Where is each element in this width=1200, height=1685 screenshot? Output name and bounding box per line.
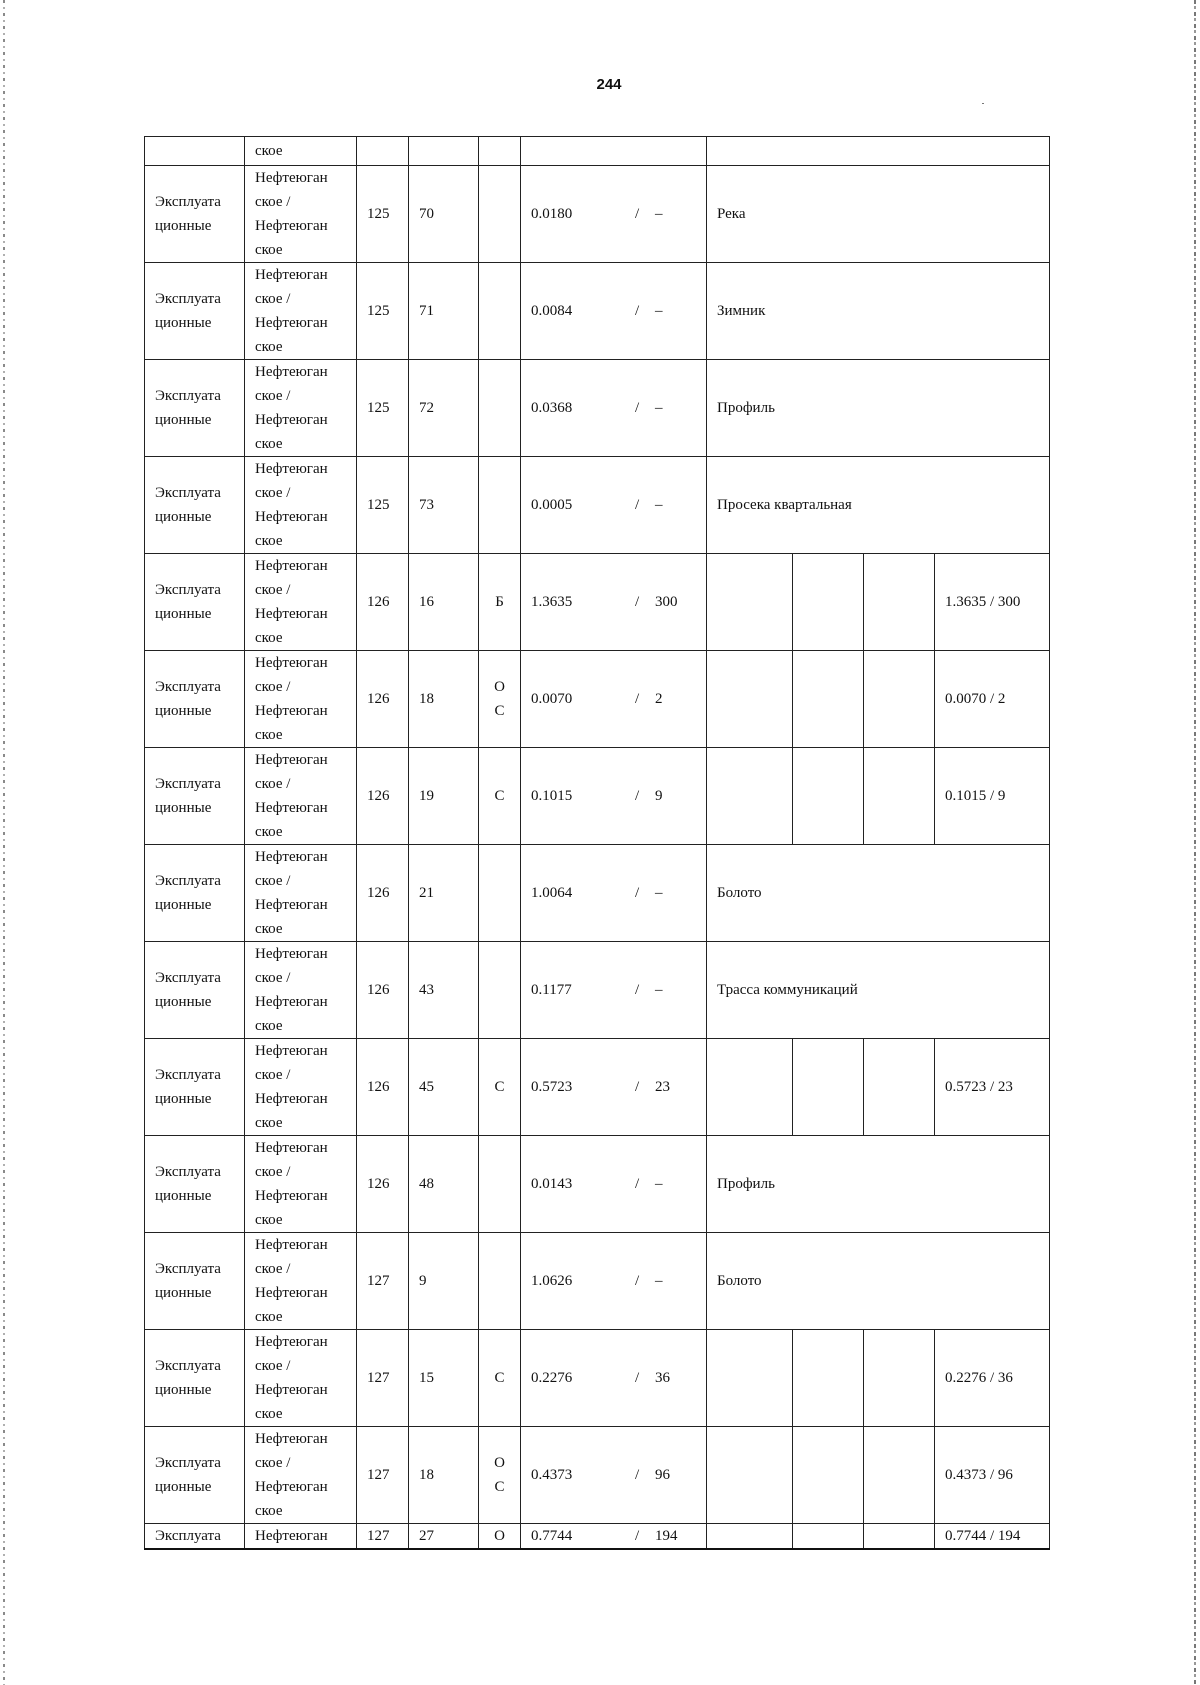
category-line-2: ционные: [155, 800, 212, 816]
region-line-1: Нефтеюган: [255, 1237, 328, 1253]
cell-empty-1: [707, 1427, 793, 1524]
region-line-2: ское /: [255, 1358, 291, 1374]
cell-area: [521, 263, 707, 360]
region-line-4: ское: [255, 1115, 283, 1131]
cell-region: [245, 942, 357, 1039]
cell-class: [479, 748, 521, 845]
region-text: ское: [255, 143, 283, 159]
cell-region: [245, 360, 357, 457]
region-line-3: Нефтеюган: [255, 703, 328, 719]
cell-area: [521, 1330, 707, 1427]
table-row: [145, 845, 1050, 942]
area-separator: /: [635, 1369, 640, 1386]
cell-class: [479, 1330, 521, 1427]
cell-quarter: 127: [357, 1524, 409, 1550]
cell-class: [479, 1427, 521, 1524]
region-line-2: ское /: [255, 1067, 291, 1083]
cell-empty-2: [793, 1039, 864, 1136]
region-line-1: Нефтеюган: [255, 267, 328, 283]
cell-empty-1: [707, 651, 793, 748]
stock-value: –: [655, 302, 663, 319]
cell-category: Эксплуата: [145, 1524, 245, 1550]
table-row: [145, 942, 1050, 1039]
region-line-2: ское /: [255, 291, 291, 307]
table-row: [145, 166, 1050, 263]
table-row: [145, 554, 1050, 651]
cell-plot: [409, 137, 479, 166]
category-line-1: Эксплуата: [155, 291, 221, 307]
region-line-2: ское /: [255, 970, 291, 986]
cell-class: [479, 651, 521, 748]
class-line-1: Б: [495, 594, 504, 610]
cell-total: 1.3635 / 300: [935, 554, 1050, 651]
category-line-1: Эксплуата: [155, 873, 221, 889]
cell-total: 0.1015 / 9: [935, 748, 1050, 845]
area-separator: /: [635, 593, 640, 610]
region-line-3: Нефтеюган: [255, 1188, 328, 1204]
cell-area: [521, 748, 707, 845]
cell-empty-2: [793, 554, 864, 651]
class-line-2: С: [494, 1479, 505, 1495]
stock-value: 23: [655, 1078, 670, 1095]
stock-value: –: [655, 981, 663, 998]
cell-area: [521, 1427, 707, 1524]
region-line-3: Нефтеюган: [255, 994, 328, 1010]
category-line-2: ционные: [155, 315, 212, 331]
cell-quarter: 127: [357, 1330, 409, 1427]
class-line-1: О: [494, 1455, 505, 1471]
region-line-3: Нефтеюган: [255, 1285, 328, 1301]
region-line-2: ское /: [255, 1261, 291, 1277]
region-line-1: Нефтеюган: [255, 558, 328, 574]
cell-area: [521, 1524, 707, 1550]
region-line-1: Нефтеюган: [255, 1140, 328, 1156]
area-separator: /: [635, 690, 640, 707]
cell-description: Болото: [707, 1233, 1050, 1330]
cell-category: [145, 845, 245, 942]
cell-region: [245, 1233, 357, 1330]
table-row: [145, 263, 1050, 360]
stock-value: –: [655, 399, 663, 416]
cell-category: [145, 1136, 245, 1233]
area-value: 0.0070: [531, 690, 573, 707]
table-row: [145, 1233, 1050, 1330]
cell-empty-2: [793, 1330, 864, 1427]
cell-plot: 27: [409, 1524, 479, 1550]
area-separator: /: [635, 1527, 640, 1544]
cell-plot: 21: [409, 845, 479, 942]
area-separator: /: [635, 1466, 640, 1483]
region-line-4: ское: [255, 824, 283, 840]
cell-area: [521, 457, 707, 554]
cell-area: [521, 137, 707, 166]
cell-quarter: 126: [357, 845, 409, 942]
stock-value: 2: [655, 690, 663, 707]
region-line-2: ское /: [255, 485, 291, 501]
cell-plot: 72: [409, 360, 479, 457]
cell-plot: 18: [409, 1427, 479, 1524]
cell-quarter: 126: [357, 1136, 409, 1233]
cell-empty-2: [793, 748, 864, 845]
cell-category: [145, 1039, 245, 1136]
category-line-1: Эксплуата: [155, 970, 221, 986]
category-line-1: Эксплуата: [155, 679, 221, 695]
region-line-2: ское /: [255, 873, 291, 889]
cell-category: [145, 457, 245, 554]
cell-plot: 15: [409, 1330, 479, 1427]
cell-empty-1: [707, 1330, 793, 1427]
cell-plot: 9: [409, 1233, 479, 1330]
cell-region: [245, 1330, 357, 1427]
cell-description: Профиль: [707, 1136, 1050, 1233]
category-line-2: ционные: [155, 1285, 212, 1301]
cell-class: [479, 360, 521, 457]
region-line-1: Нефтеюган: [255, 655, 328, 671]
stock-value: 9: [655, 787, 663, 804]
region-line-1: Нефтеюган: [255, 946, 328, 962]
region-line-4: ское: [255, 1406, 283, 1422]
stock-value: –: [655, 1175, 663, 1192]
region-line-1: Нефтеюган: [255, 752, 328, 768]
category-line-2: ционные: [155, 606, 212, 622]
cell-class: О: [479, 1524, 521, 1550]
cell-empty-1: [707, 1524, 793, 1550]
category-line-2: ционные: [155, 897, 212, 913]
region-line-1: Нефтеюган: [255, 170, 328, 186]
cell-category: [145, 166, 245, 263]
cell-plot: 71: [409, 263, 479, 360]
class-line-1: О: [494, 679, 505, 695]
cell-region: [245, 137, 357, 166]
region-line-4: ское: [255, 921, 283, 937]
cell-total: 0.4373 / 96: [935, 1427, 1050, 1524]
region-line-3: Нефтеюган: [255, 412, 328, 428]
table-row-top: [145, 137, 1050, 166]
area-value: 0.0143: [531, 1175, 573, 1192]
area-separator: /: [635, 399, 640, 416]
region-line-3: Нефтеюган: [255, 1382, 328, 1398]
cell-region: [245, 166, 357, 263]
cell-empty-2: [793, 1427, 864, 1524]
cell-empty-3: [864, 1524, 935, 1550]
cell-empty-2: [793, 651, 864, 748]
cell-plot: 16: [409, 554, 479, 651]
area-separator: /: [635, 1272, 640, 1289]
cell-region: [245, 651, 357, 748]
cell-plot: 19: [409, 748, 479, 845]
category-line-2: ционные: [155, 1091, 212, 1107]
region-line-2: ское /: [255, 388, 291, 404]
cell-plot: 48: [409, 1136, 479, 1233]
area-separator: /: [635, 1175, 640, 1192]
region-line-4: ское: [255, 1309, 283, 1325]
cell-empty-3: [864, 1427, 935, 1524]
region-line-1: Нефтеюган: [255, 461, 328, 477]
region-line-4: ское: [255, 630, 283, 646]
cell-total: 0.0070 / 2: [935, 651, 1050, 748]
region-line-4: ское: [255, 1503, 283, 1519]
cell-empty-3: [864, 748, 935, 845]
region-line-2: ское /: [255, 679, 291, 695]
cell-plot: 73: [409, 457, 479, 554]
document-table: [144, 136, 1050, 1550]
cell-category: [145, 263, 245, 360]
cell-region: [245, 457, 357, 554]
cell-area: [521, 651, 707, 748]
area-value: 0.0084: [531, 302, 573, 319]
cell-category: [145, 942, 245, 1039]
cell-total: 0.7744 / 194: [935, 1524, 1050, 1550]
scan-edge-right: [1194, 0, 1196, 1685]
cell-total: 0.5723 / 23: [935, 1039, 1050, 1136]
region-line-2: ское /: [255, 1164, 291, 1180]
region-line-3: Нефтеюган: [255, 606, 328, 622]
cell-area: [521, 166, 707, 263]
area-separator: /: [635, 1078, 640, 1095]
cell-category: [145, 1427, 245, 1524]
cell-description: Зимник: [707, 263, 1050, 360]
area-value: 0.0368: [531, 399, 573, 416]
area-separator: /: [635, 496, 640, 513]
region-line-3: Нефтеюган: [255, 897, 328, 913]
region-line-1: Нефтеюган: [255, 1431, 328, 1447]
cell-empty-1: [707, 748, 793, 845]
cell-region: [245, 1039, 357, 1136]
cell-class: [479, 942, 521, 1039]
cell-empty-3: [864, 651, 935, 748]
cell-description: Просека квартальная: [707, 457, 1050, 554]
cell-description: Болото: [707, 845, 1050, 942]
category-line-1: Эксплуата: [155, 1261, 221, 1277]
region-line-1: Нефтеюган: [255, 364, 328, 380]
cell-empty-1: [707, 1039, 793, 1136]
cell-region: [245, 554, 357, 651]
cell-area: [521, 845, 707, 942]
region-line-4: ское: [255, 339, 283, 355]
cell-description: Профиль: [707, 360, 1050, 457]
area-value: 0.0005: [531, 496, 573, 513]
category-line-2: ционные: [155, 1479, 212, 1495]
stock-value: –: [655, 205, 663, 222]
cell-empty-3: [864, 1039, 935, 1136]
cell-area: [521, 1039, 707, 1136]
category-line-2: ционные: [155, 994, 212, 1010]
table-row: [145, 360, 1050, 457]
stock-value: 300: [655, 593, 678, 610]
table-body: [145, 137, 1050, 1550]
table-row: [145, 1330, 1050, 1427]
region-line-2: ское /: [255, 194, 291, 210]
region-line-1: Нефтеюган: [255, 1043, 328, 1059]
cell-plot: 45: [409, 1039, 479, 1136]
stock-value: –: [655, 1272, 663, 1289]
cell-area: [521, 360, 707, 457]
cell-description: Река: [707, 166, 1050, 263]
category-line-1: Эксплуата: [155, 485, 221, 501]
category-line-2: ционные: [155, 1382, 212, 1398]
area-value: 0.5723: [531, 1078, 573, 1095]
area-value: 1.0064: [531, 884, 573, 901]
stock-value: 194: [655, 1527, 678, 1544]
cell-quarter: 125: [357, 457, 409, 554]
class-line-1: С: [494, 1370, 505, 1386]
cell-category: [145, 360, 245, 457]
cell-quarter: [357, 137, 409, 166]
cell-class: [479, 1039, 521, 1136]
cell-quarter: 126: [357, 1039, 409, 1136]
category-line-1: Эксплуата: [155, 194, 221, 210]
region-line-3: Нефтеюган: [255, 800, 328, 816]
cell-area: [521, 1136, 707, 1233]
table-row: [145, 1427, 1050, 1524]
category-line-1: Эксплуата: [155, 1455, 221, 1471]
scan-edge-left: [3, 0, 5, 1685]
class-line-1: С: [494, 1079, 505, 1095]
region-line-3: Нефтеюган: [255, 315, 328, 331]
region-line-1: Нефтеюган: [255, 849, 328, 865]
cell-category: [145, 1330, 245, 1427]
area-separator: /: [635, 205, 640, 222]
cell-plot: 70: [409, 166, 479, 263]
region-line-3: Нефтеюган: [255, 1479, 328, 1495]
region-line-3: Нефтеюган: [255, 509, 328, 525]
cell-quarter: 125: [357, 263, 409, 360]
cell-region: [245, 845, 357, 942]
category-line-1: Эксплуата: [155, 1164, 221, 1180]
cell-plot: 43: [409, 942, 479, 1039]
cell-plot: 18: [409, 651, 479, 748]
table-row: [145, 1039, 1050, 1136]
cell-class: [479, 1233, 521, 1330]
area-value: 0.1015: [531, 787, 573, 804]
cell-region: Нефтеюган: [245, 1524, 357, 1550]
category-line-1: Эксплуата: [155, 776, 221, 792]
cell-region: [245, 263, 357, 360]
cell-empty-3: [864, 1330, 935, 1427]
area-separator: /: [635, 787, 640, 804]
region-line-4: ское: [255, 727, 283, 743]
region-line-3: Нефтеюган: [255, 1091, 328, 1107]
cell-class: [479, 137, 521, 166]
stock-value: 36: [655, 1369, 670, 1386]
table-row: [145, 651, 1050, 748]
cell-class: [479, 457, 521, 554]
cell-empty-1: [707, 554, 793, 651]
category-line-2: ционные: [155, 218, 212, 234]
region-line-4: ское: [255, 436, 283, 452]
region-line-2: ское /: [255, 776, 291, 792]
cell-class: [479, 263, 521, 360]
area-value: 0.0180: [531, 205, 573, 222]
cell-empty-2: [793, 1524, 864, 1550]
category-line-1: Эксплуата: [155, 1358, 221, 1374]
table-row: [145, 1136, 1050, 1233]
area-value: 0.4373: [531, 1466, 573, 1483]
cell-empty-3: [864, 554, 935, 651]
area-value: 1.3635: [531, 593, 573, 610]
region-line-3: Нефтеюган: [255, 218, 328, 234]
cell-class: [479, 554, 521, 651]
scan-speck: [982, 103, 984, 104]
cell-class: [479, 1136, 521, 1233]
category-line-2: ционные: [155, 509, 212, 525]
cell-quarter: 127: [357, 1233, 409, 1330]
cell-quarter: 126: [357, 554, 409, 651]
area-value: 0.7744: [531, 1527, 573, 1544]
region-line-2: ское /: [255, 1455, 291, 1471]
cell-description: Трасса коммуникаций: [707, 942, 1050, 1039]
region-line-4: ское: [255, 242, 283, 258]
cell-area: [521, 942, 707, 1039]
category-line-1: Эксплуата: [155, 388, 221, 404]
area-value: 1.0626: [531, 1272, 573, 1289]
stock-value: –: [655, 496, 663, 513]
category-line-2: ционные: [155, 703, 212, 719]
cell-quarter: 126: [357, 942, 409, 1039]
table-row-last: [145, 1524, 1050, 1550]
cell-total: 0.2276 / 36: [935, 1330, 1050, 1427]
page-number: 244: [596, 76, 622, 93]
cell-area: [521, 1233, 707, 1330]
category-line-1: Эксплуата: [155, 1067, 221, 1083]
cell-quarter: 126: [357, 748, 409, 845]
area-separator: /: [635, 884, 640, 901]
region-line-1: Нефтеюган: [255, 1334, 328, 1350]
area-value: 0.1177: [531, 981, 572, 998]
category-line-2: ционные: [155, 412, 212, 428]
cell-region: [245, 1136, 357, 1233]
cell-region: [245, 748, 357, 845]
cell-category: [145, 748, 245, 845]
cell-quarter: 126: [357, 651, 409, 748]
category-line-2: ционные: [155, 1188, 212, 1204]
cell-area: [521, 554, 707, 651]
cell-quarter: 125: [357, 360, 409, 457]
cell-category: [145, 137, 245, 166]
area-value: 0.2276: [531, 1369, 573, 1386]
class-line-2: С: [494, 703, 505, 719]
stock-value: 96: [655, 1466, 670, 1483]
region-line-4: ское: [255, 533, 283, 549]
table-row: [145, 748, 1050, 845]
cell-category: [145, 1233, 245, 1330]
cell-class: [479, 845, 521, 942]
region-line-4: ское: [255, 1212, 283, 1228]
region-line-2: ское /: [255, 582, 291, 598]
class-line-1: С: [494, 788, 505, 804]
cell-category: [145, 651, 245, 748]
region-line-4: ское: [255, 1018, 283, 1034]
area-separator: /: [635, 302, 640, 319]
cell-class: [479, 166, 521, 263]
cell-description: [707, 137, 1050, 166]
stock-value: –: [655, 884, 663, 901]
table-row: [145, 457, 1050, 554]
cell-quarter: 125: [357, 166, 409, 263]
area-separator: /: [635, 981, 640, 998]
cell-quarter: 127: [357, 1427, 409, 1524]
cell-category: [145, 554, 245, 651]
cell-region: [245, 1427, 357, 1524]
category-line-1: Эксплуата: [155, 582, 221, 598]
